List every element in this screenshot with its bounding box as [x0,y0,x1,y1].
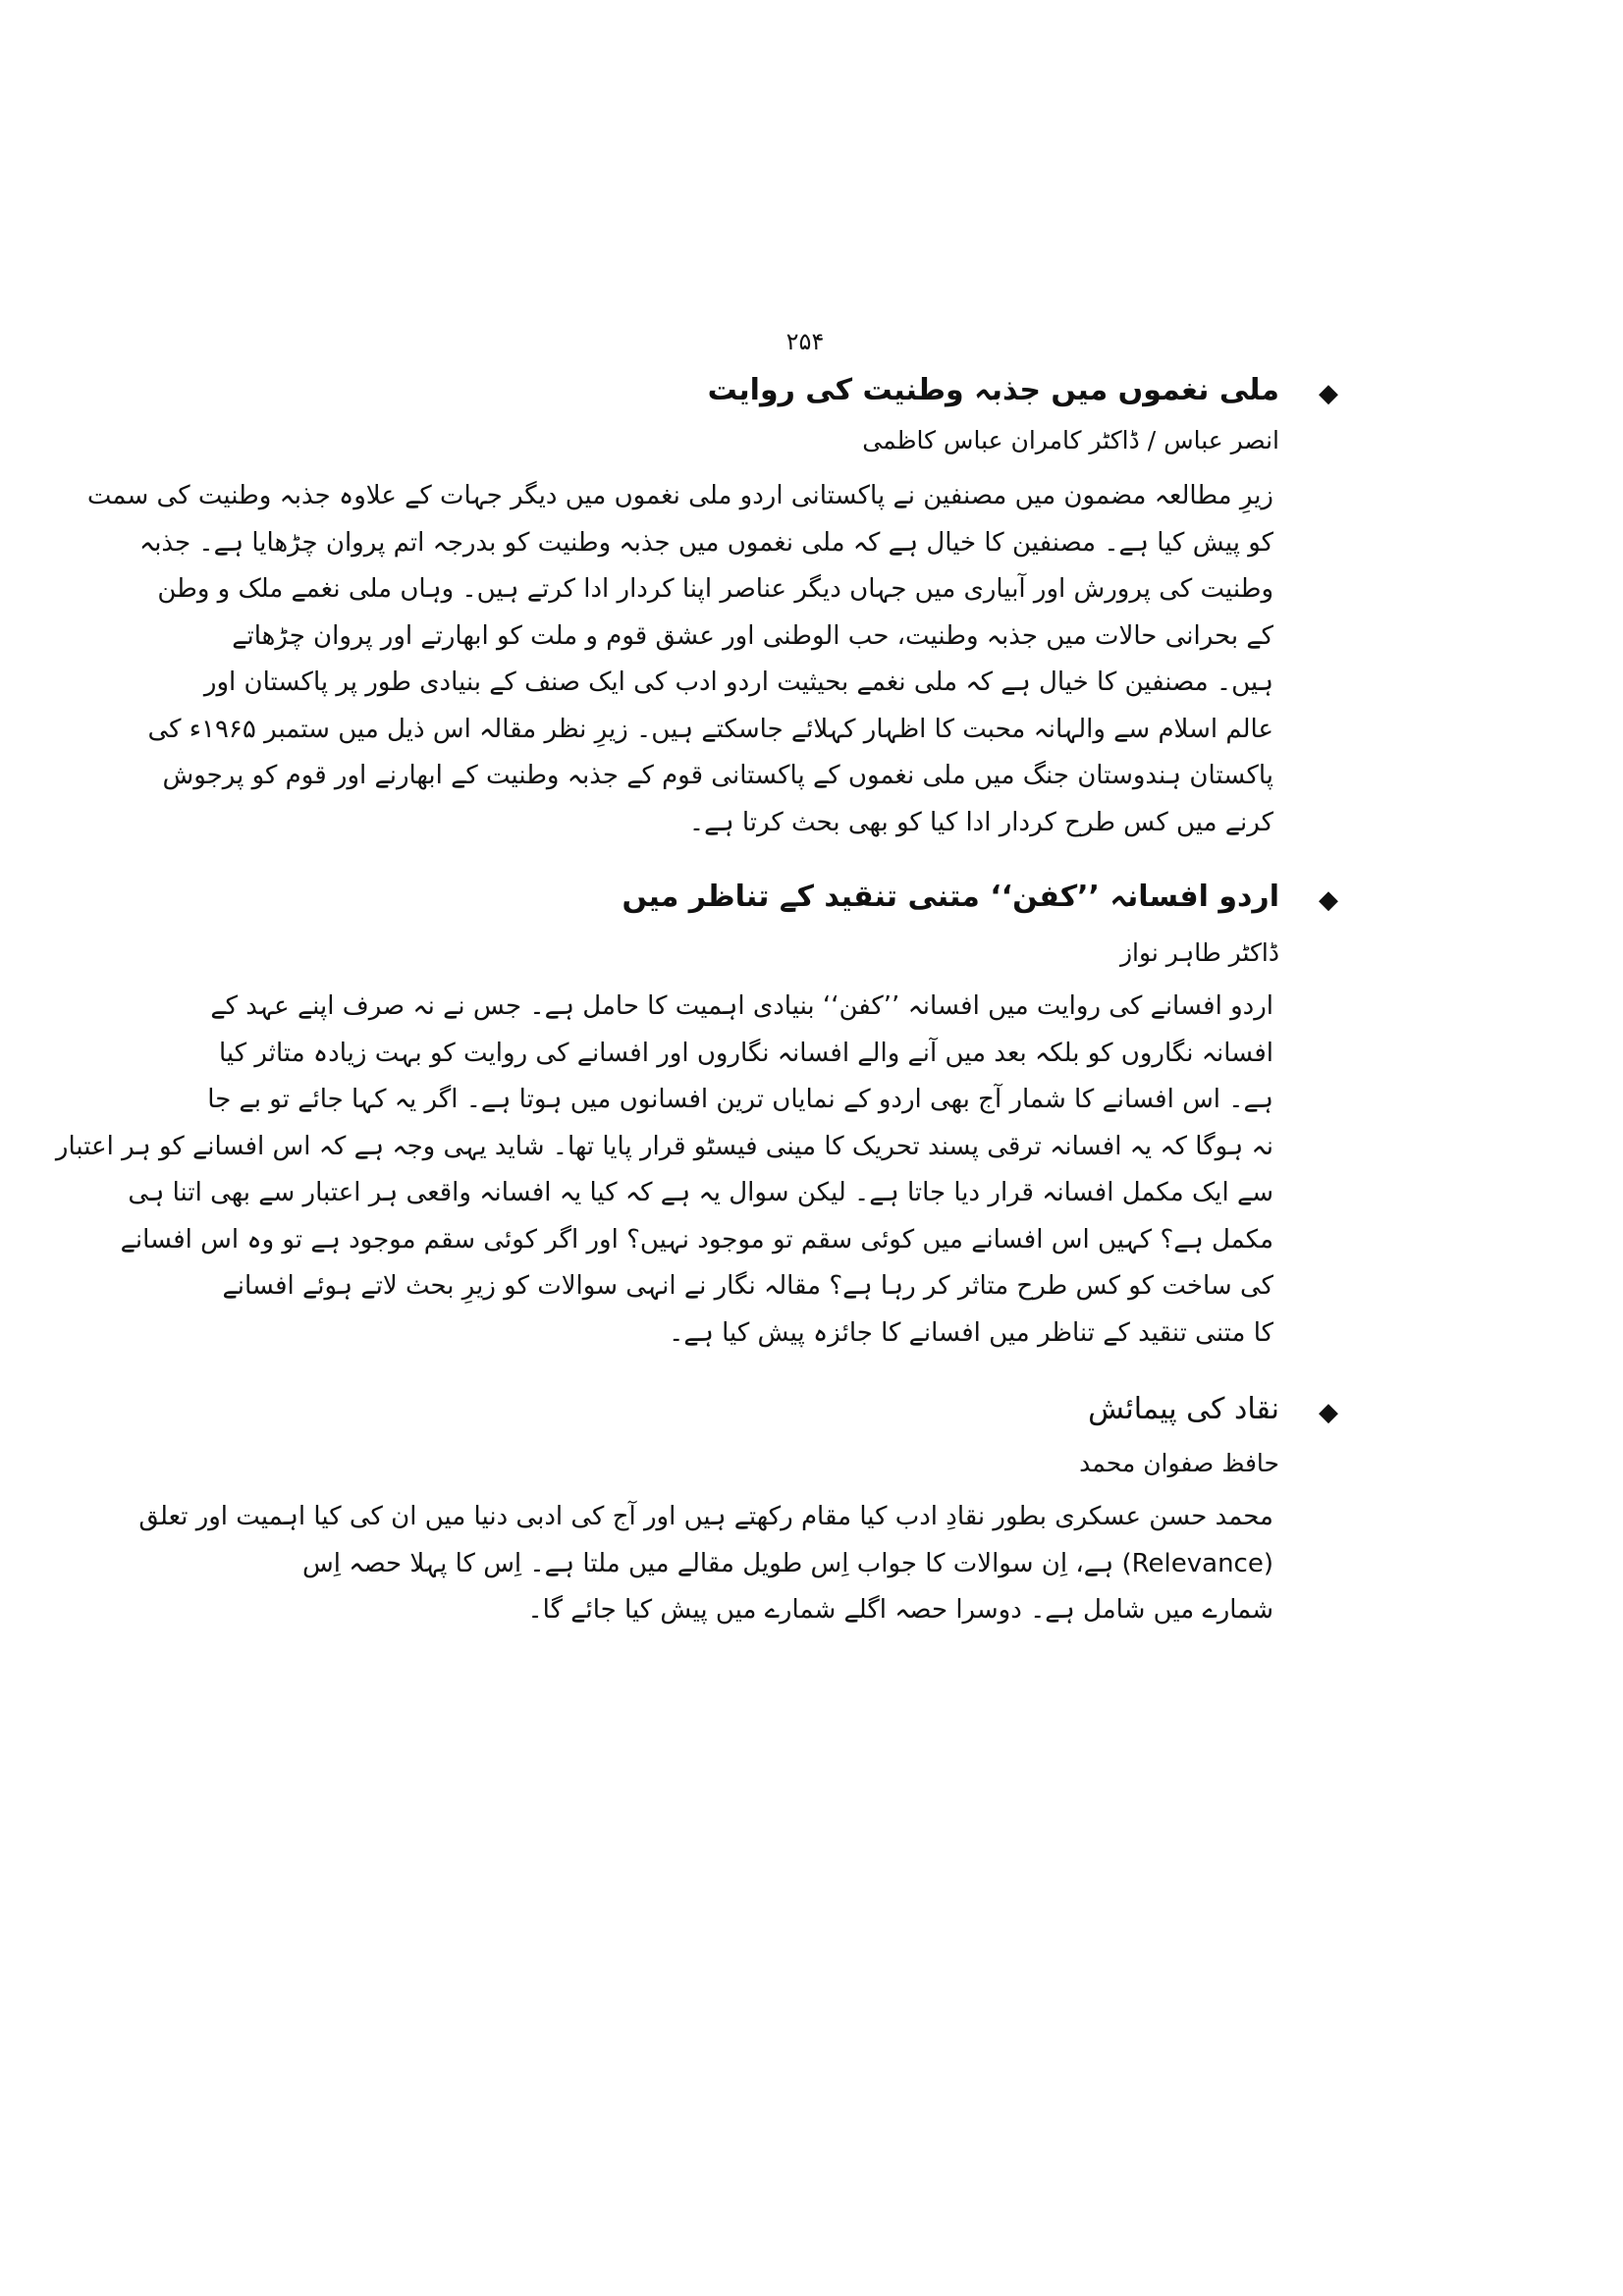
entry-2-authors: ڈاکٹر طاہر نواز [1119,938,1279,967]
abstract-line: کے بحرانی حالات میں جذبہ وطنیت، حب الوطنی اور عشق قوم و ملت کو ابھارتے اور پروان چڑھاتے [232,620,1273,651]
entry-3-authors: حافظ صفوان محمد [1079,1449,1279,1477]
abstract-line: کرنے میں کس طرح کردار ادا کیا کو بھی بحث کرتا ہے۔ [688,807,1273,837]
abstract-line: افسانہ نگاروں کو بلکہ بعد میں آنے والے افسانہ نگاروں اور افسانے کی روایت کو بہت زیادہ متاثر کیا [218,1038,1273,1068]
abstract-line: کا متنی تنقید کے تناظر میں افسانے کا جائزہ پیش کیا ہے۔ [669,1317,1273,1348]
abstract-line: وطنیت کی پرورش اور آبیاری میں جہاں دیگر عناصر اپنا کردار ادا کرتے ہیں۔ وہاں ملی نغمے ملک و وطن [157,574,1273,604]
abstract-line: ہے۔ اس افسانے کا شمار آج بھی اردو کے نمایاں ترین افسانوں میں ہوتا ہے۔ اگر یہ کہا جائے تو بے جا [207,1085,1273,1114]
abstract-line: کی ساخت کو کس طرح متاثر کر رہا ہے؟ مقالہ نگار نے انہی سوالات کو زیرِ بحث لاتے ہوئے افسانے [222,1271,1273,1301]
abstract-line: محمد حسن عسکری بطور نقادِ ادب کیا مقام رکھتے ہیں اور آج کی ادبی دنیا میں ان کی کیا اہمیت اور تعلق [138,1502,1273,1531]
abstract-line: سے ایک مکمل افسانہ قرار دیا جاتا ہے۔ لیکن سوال یہ ہے کہ کیا یہ افسانہ واقعی ہر اعتبار سے بھی اتنا ہی [128,1178,1273,1207]
entry-1-heading [298,373,1279,407]
abstract-line: مکمل ہے؟ کہیں اس افسانے میں کوئی سقم تو موجود نہیں؟ اور اگر کوئی سقم موجود ہے تو وہ اس افسانے [120,1224,1273,1255]
abstract-line: شمارے میں شامل ہے۔ دوسرا حصہ اگلے شمارے میں پیش کیا جائے گا۔ [527,1595,1273,1625]
bullet-icon: ◆ [1319,885,1338,915]
abstract-line: زیرِ مطالعہ مضمون میں مصنفین نے پاکستانی اردو ملی نغموں میں دیگر جہات کے علاوہ جذبہ وطنیت کی سمت [86,481,1273,510]
entry-1-abstract [86,473,1273,846]
abstract-line: (Relevance) ہے، اِن سوالات کا جواب اِس طویل مقالے میں ملتا ہے۔ اِس کا پہلا حصہ اِس [302,1548,1273,1578]
abstract-line: پاکستان ہندوستان جنگ میں ملی نغموں کے پاکستانی قوم کے جذبہ وطنیت کے ابھارنے اور قوم کو پرجوش [162,761,1273,790]
abstract-line: نہ ہوگا کہ یہ افسانہ ترقی پسند تحریک کا مینی فیسٹو قرار پایا تھا۔ شاید یہی وجہ ہے کہ اس افسانے کو ہر اعتبار [55,1131,1273,1161]
abstract-line: عالم اسلام سے والہانہ محبت کا اظہار کہلائے جاسکتے ہیں۔ زیرِ نظر مقالہ اس ذیل میں ستمبر ۱۹۶۵ء کی [147,714,1273,744]
abstract-line: ہیں۔ مصنفین کا خیال ہے کہ ملی نغمے بحیثیت اردو ادب کی ایک صنف کے بنیادی طور پر پاکستان اور [203,667,1273,697]
entry-3-title: نقاد کی پیمائش [1088,1392,1279,1426]
entry-3-heading [298,1392,1279,1426]
entry-2-heading [298,880,1279,914]
entry-1-title: ملی نغموں میں جذبہ وطنیت کی روایت [707,373,1279,407]
entry-2-abstract [55,984,1273,1357]
entry-1-authors: انصر عباس / ڈاکٹر کامران عباس کاظمی [862,426,1279,454]
page-number: ۲۵۴ [785,328,825,355]
bullet-icon: ◆ [1319,379,1338,408]
entry-3-abstract [138,1494,1273,1634]
abstract-line: کو پیش کیا ہے۔ مصنفین کا خیال ہے کہ ملی نغموں میں جذبہ وطنیت کو بدرجہ اتم پروان چڑھایا ہے۔ جذبہ [138,527,1273,558]
bullet-icon: ◆ [1319,1398,1338,1427]
abstract-line: اردو افسانے کی روایت میں افسانہ ’’کفن‘‘ بنیادی اہمیت کا حامل ہے۔ جس نے نہ صرف اپنے عہد کے [210,991,1273,1021]
entry-2-title: اردو افسانہ ’’کفن‘‘ متنی تنقید کے تناظر میں [622,880,1279,914]
